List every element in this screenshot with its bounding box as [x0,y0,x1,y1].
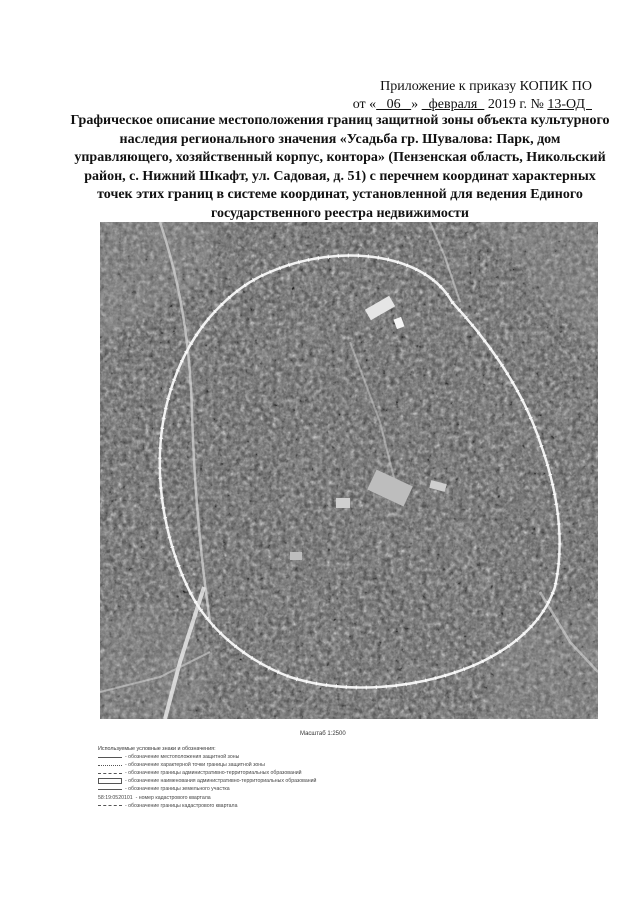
legend-symbol-solid-line [98,789,122,790]
legend-item-text: - обозначение местоположения защитной зоны [125,754,240,761]
legend-symbol-solid-line [98,757,122,758]
legend-item [98,777,418,785]
date-year: 2019 г. № [484,97,548,112]
legend-symbol-cadastral-number: 58:19:0520101 [98,794,133,801]
legend-item [98,753,418,761]
legend-item-text: - обозначение границы кадастрового квартала [125,802,238,809]
map-scale: Масштаб 1:2500 [300,731,346,737]
appendix-line1: Приложение к приказу КОПИК ПО [380,79,592,94]
aerial-map [100,222,598,719]
legend-item-text: - номер кадастрового квартала [135,794,211,801]
legend-item [98,769,418,777]
date-mid: » [411,97,422,112]
building [290,552,302,560]
legend-item [98,802,418,810]
legend-symbol-dashed-line [98,805,122,806]
building [336,498,350,508]
document-title: Графическое описание местоположения границ защитной зоны объекта культурного наследия регионального значения «Усадьба гр. Шувалова: Парк, дом управляющего, хозяйственный корпус, контора» (Пензенская область, Никольский район, с. Нижний Шкафт, ул. Садовая, д. 51) с перечнем координат характерных точек этих границ в системе координат, установленной для ведения Единого государственного реестра недвижимости [70,113,610,221]
legend-item-text: - обозначение границы административно-территориальных образований [125,770,302,777]
legend-item-text: - обозначение характерной точки границы защитной зоны [125,762,265,769]
legend [98,745,418,810]
order-number: 13-ОД [547,97,592,112]
legend-heading: Используемые условные знаки и обозначения: [98,746,216,752]
appendix-header [353,78,592,114]
date-month: февраля [421,97,485,112]
legend-symbol-box [98,778,122,784]
legend-item-text: - обозначение наименования административно-территориальных образований [125,778,317,785]
date-prefix: от « [352,97,377,112]
legend-item-text: - обозначение границы земельного участка [125,786,230,793]
legend-item [98,761,418,769]
legend-symbol-dotted-line [98,765,122,766]
legend-item [98,785,418,793]
legend-symbol-dashed-line [98,773,122,774]
legend-item [98,794,418,802]
date-day: 06 [376,97,412,112]
